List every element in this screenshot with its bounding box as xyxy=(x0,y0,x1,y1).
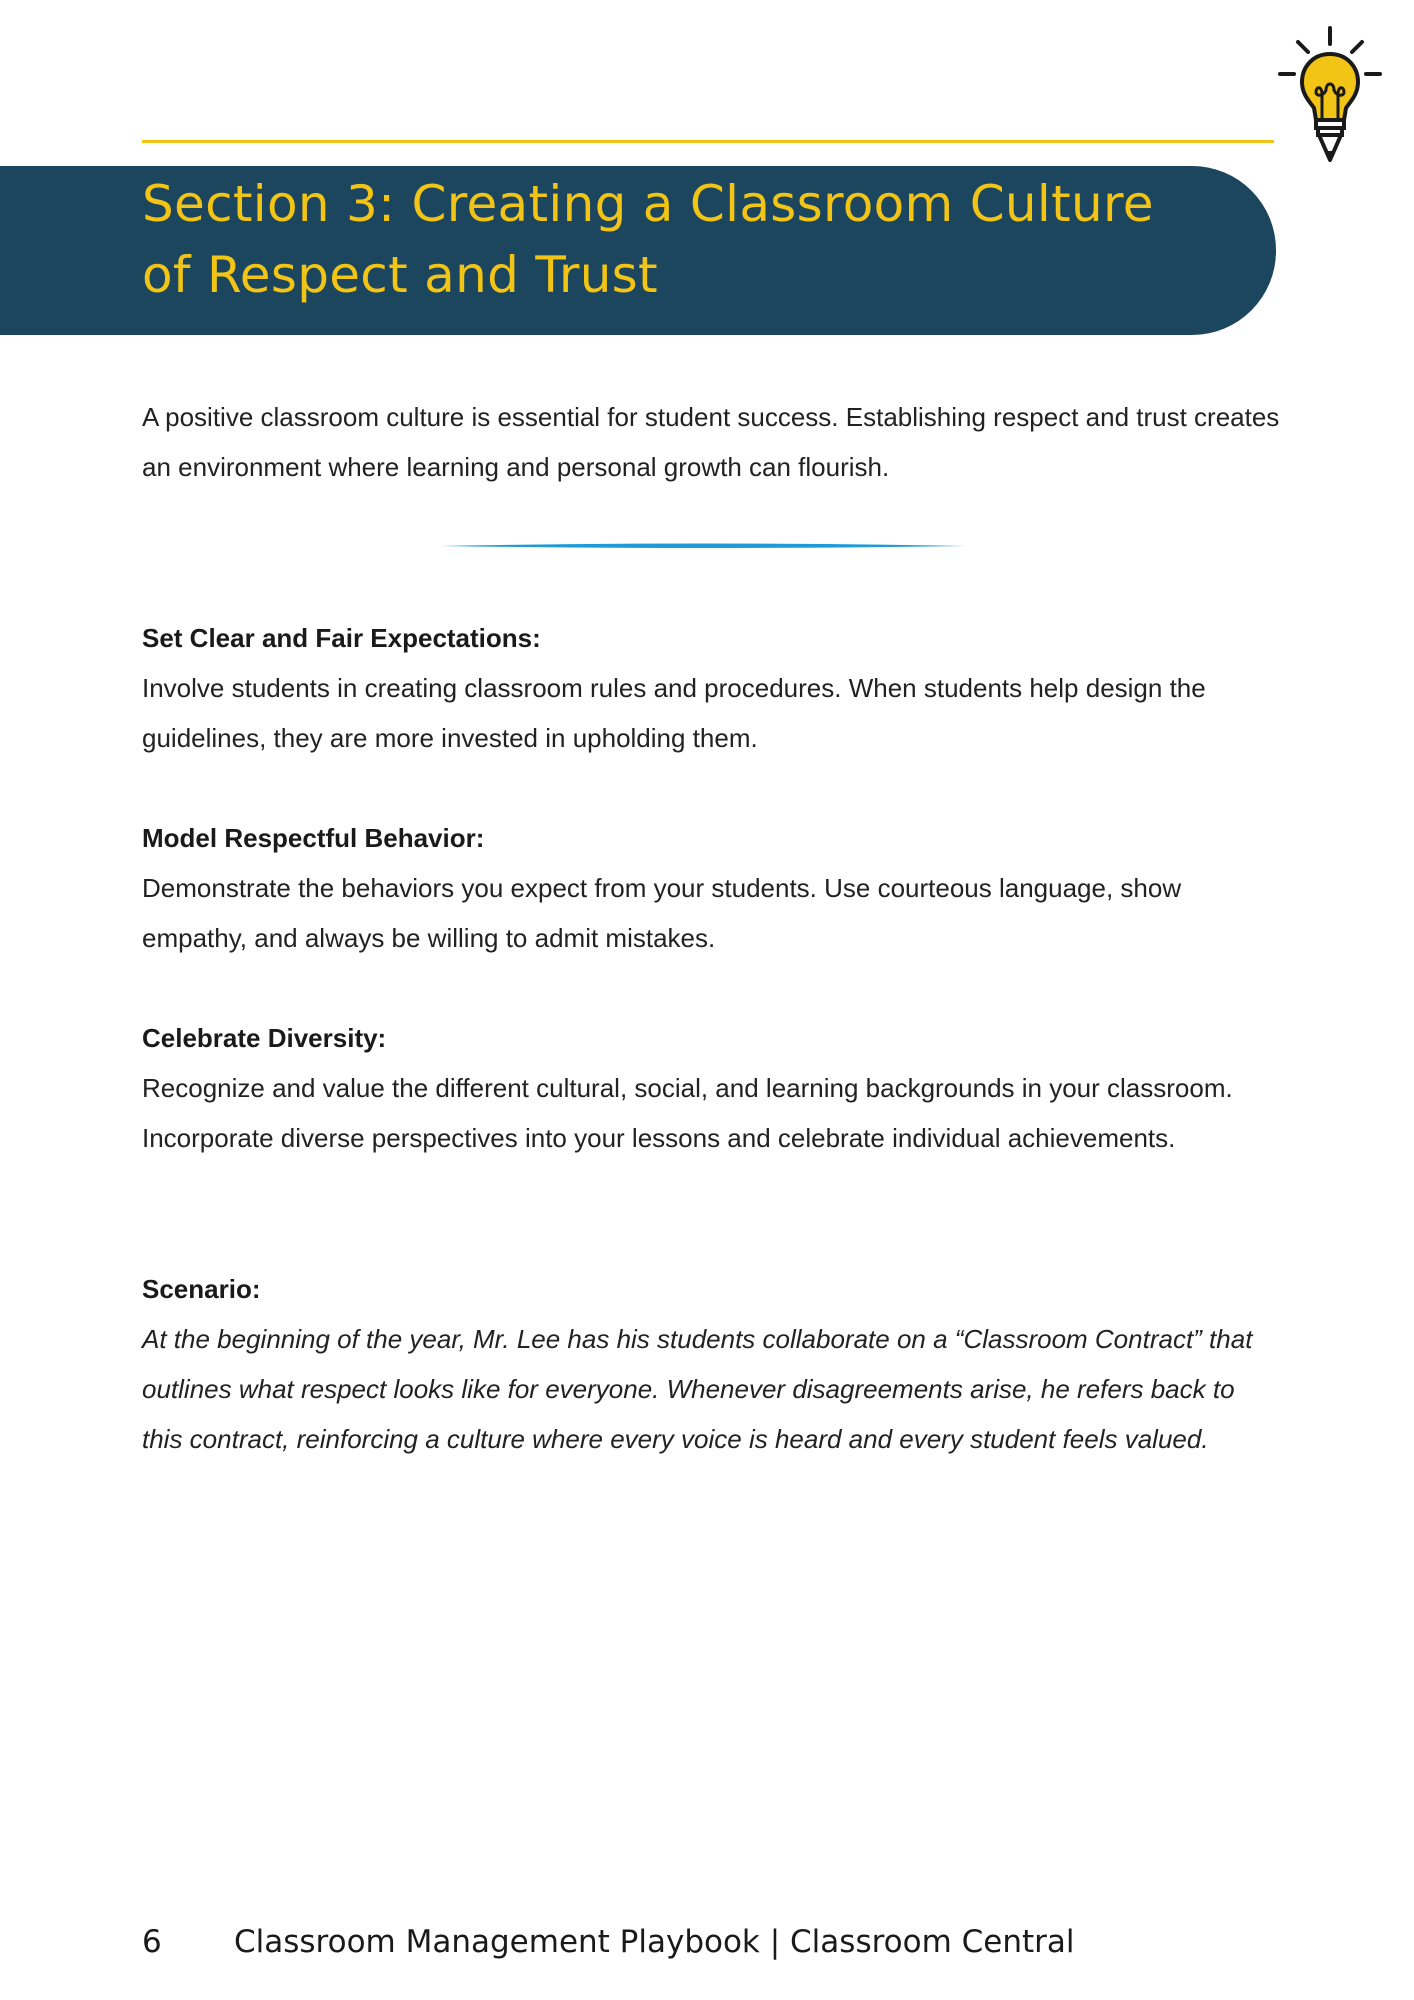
page-number: 6 xyxy=(142,1924,162,1960)
header-rule xyxy=(142,140,1274,143)
section-body: Involve students in creating classroom rules and procedures. When students help design the guidelines, they are more invested in upholding them. xyxy=(142,673,1206,753)
section-heading: Set Clear and Fair Expectations: xyxy=(142,623,541,653)
section-respectful-behavior xyxy=(142,813,1282,963)
section-scenario xyxy=(142,1264,1282,1464)
section-heading: Celebrate Diversity: xyxy=(142,1023,387,1053)
lightbulb-pencil-icon xyxy=(1276,24,1386,164)
section-heading: Model Respectful Behavior: xyxy=(142,823,485,853)
section-body: Recognize and value the different cultural, social, and learning backgrounds in your classroom. Incorporate diverse perspectives into your lessons and celebrate individual achievements. xyxy=(142,1073,1233,1153)
footer-text: Classroom Management Playbook | Classroom Central xyxy=(234,1924,1075,1960)
scenario-body: At the beginning of the year, Mr. Lee has his students collaborate on a “Classroom Contract” that outlines what respect looks like for everyone. Whenever disagreements arise, he refers back to this contract, reinforcing a culture where every voice is heard and every student feels valued. xyxy=(142,1324,1253,1454)
section-expectations xyxy=(142,613,1282,763)
intro-paragraph: A positive classroom culture is essential for student success. Establishing respect and trust creates an environment where learning and personal growth can flourish. xyxy=(142,402,1280,482)
divider-line xyxy=(440,542,966,550)
section-title: Section 3: Creating a Classroom Culture of Respect and Trust xyxy=(142,175,1154,304)
section-body: Demonstrate the behaviors you expect from your students. Use courteous language, show empathy, and always be willing to admit mistakes. xyxy=(142,873,1182,953)
section-heading: Scenario: xyxy=(142,1274,261,1304)
page-footer xyxy=(142,1922,1075,1962)
section-diversity xyxy=(142,1013,1282,1163)
